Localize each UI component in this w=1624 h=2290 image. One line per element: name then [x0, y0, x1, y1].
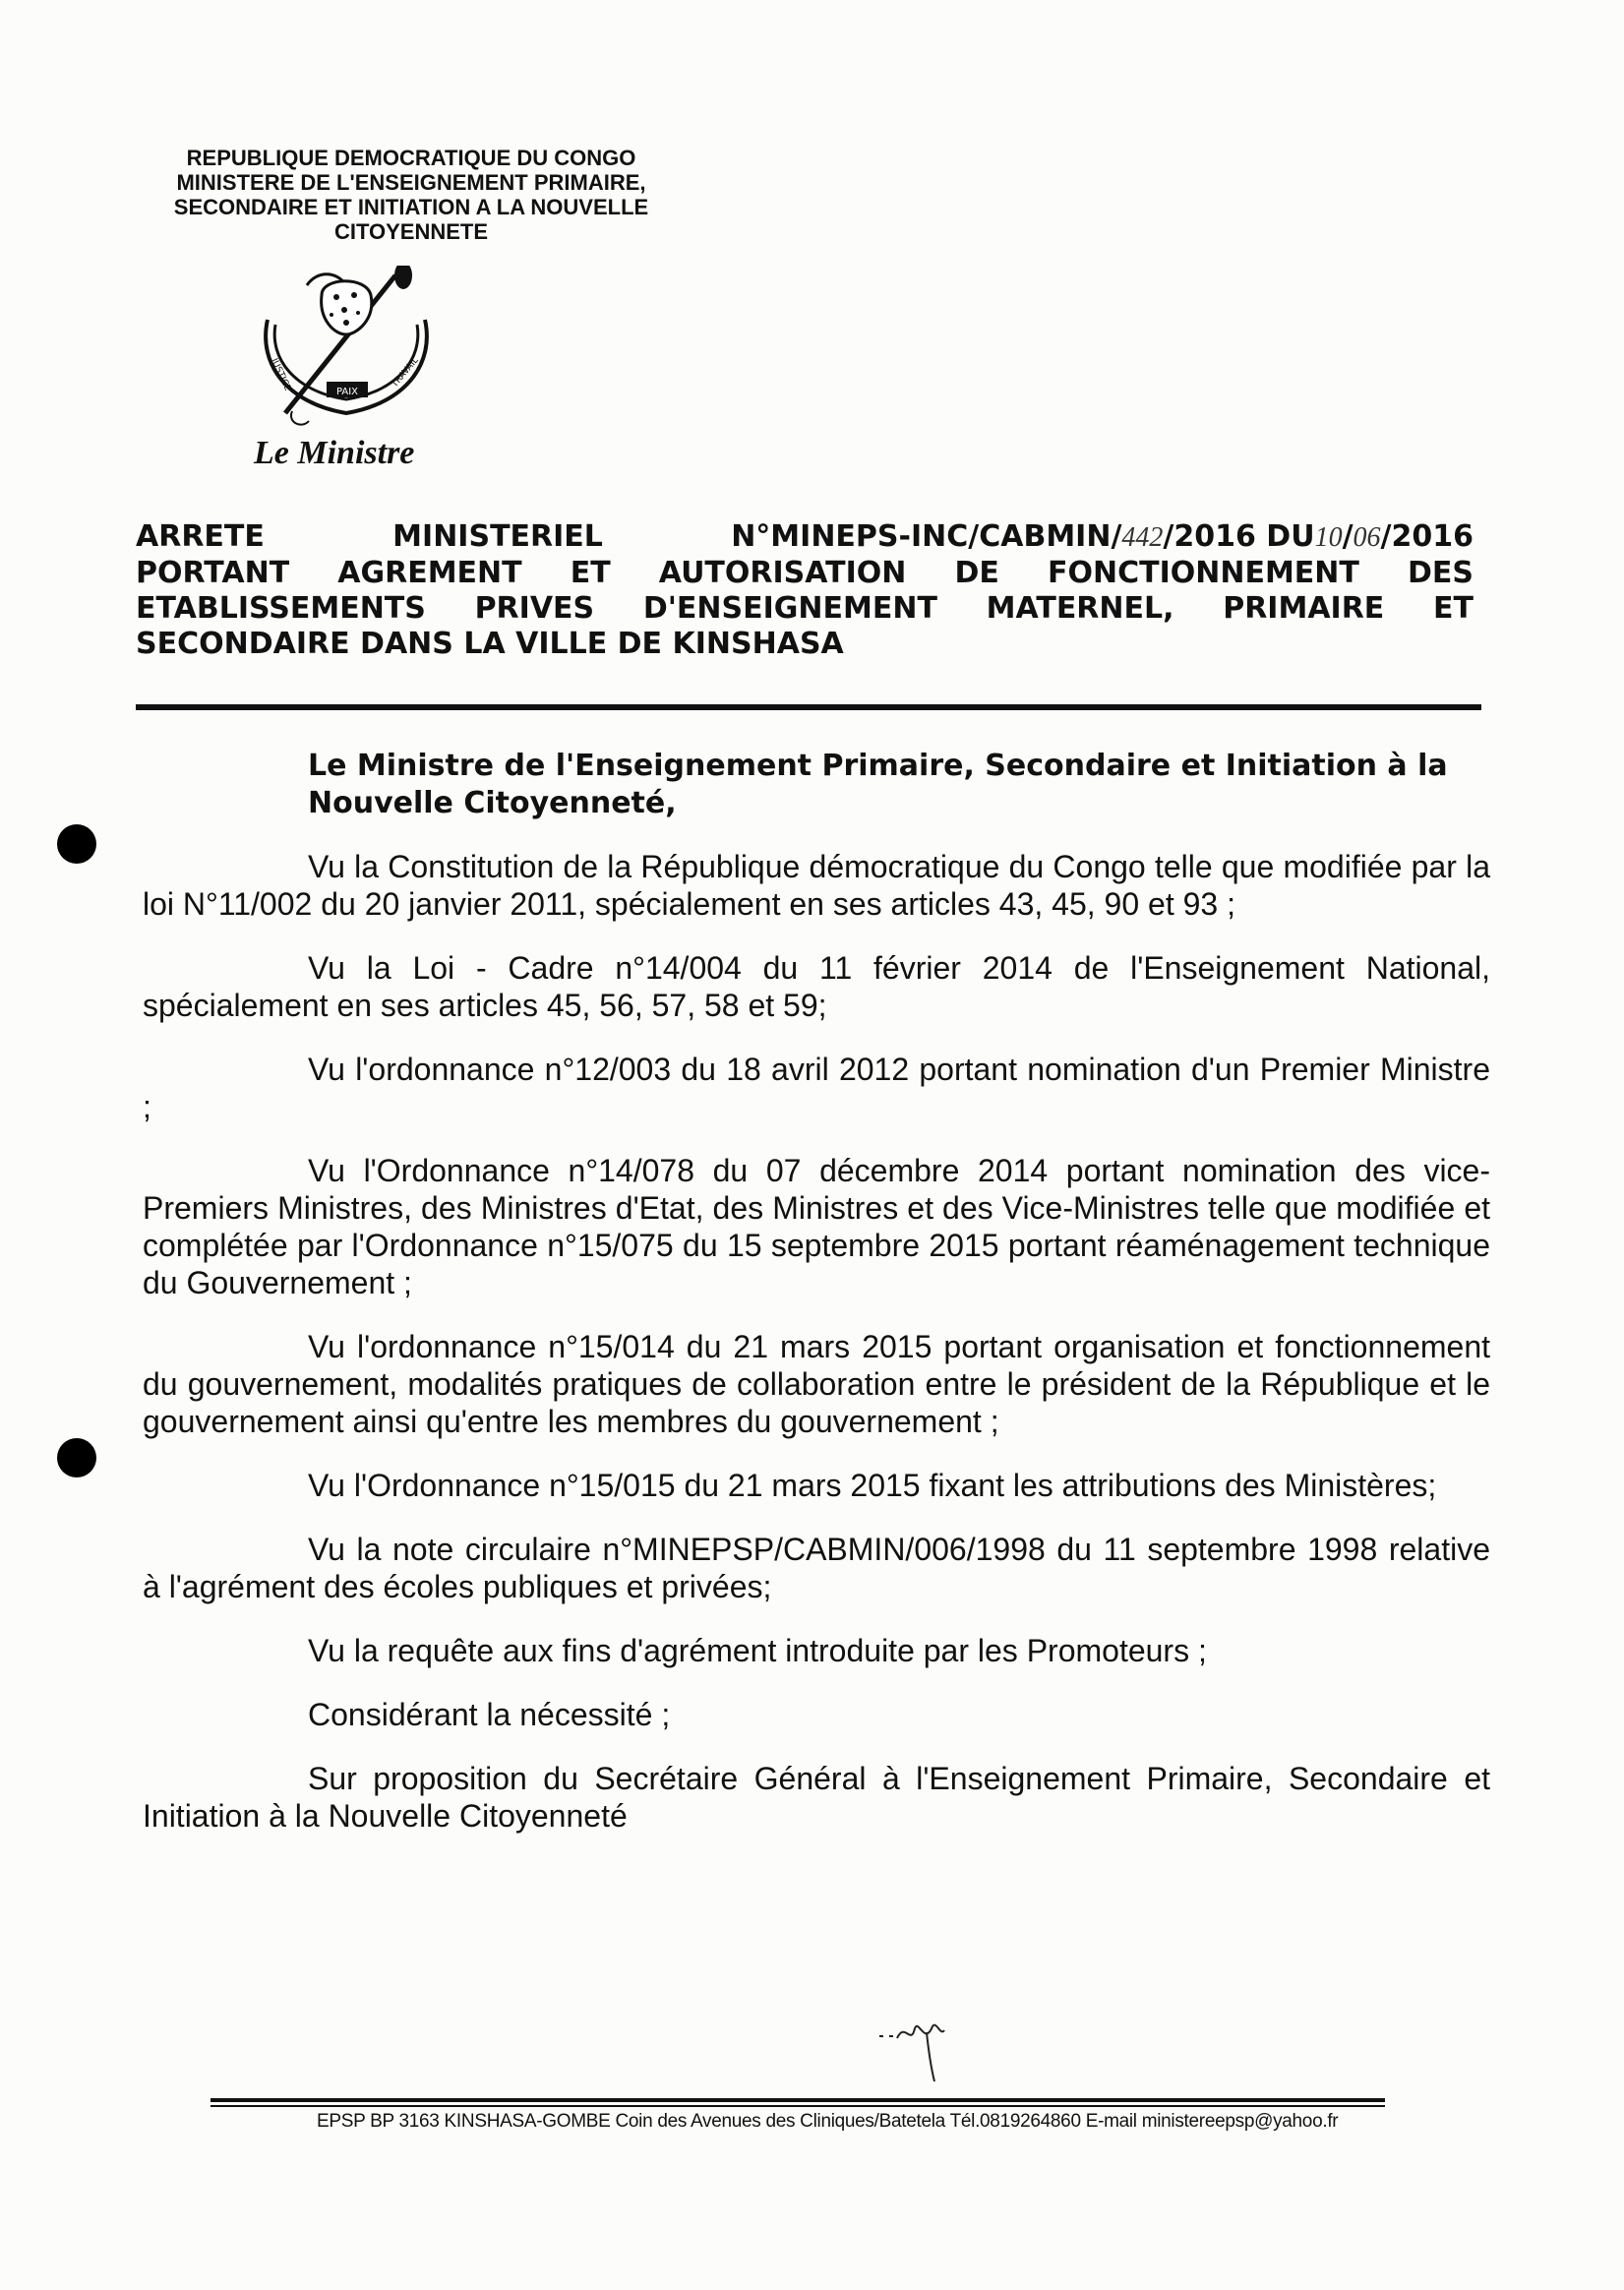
arrete-word: MATERNEL, — [986, 591, 1174, 626]
paragraph-ordonnance-ministres: Vu l'Ordonnance n°14/078 du 07 décembre 2014 portant nomination des vice-Premiers Ministres, des Ministres d'Etat, des Ministres et des Vice-Ministres telle que modifiée et complétée par l'Ordonnance n°15/075 du 15 septembre 2015 portant réaménagement technique du Gouvernement ; — [143, 1153, 1490, 1300]
arrete-line-1 — [136, 519, 1474, 556]
handwritten-month: 06 — [1353, 522, 1381, 553]
paragraph-requete: Vu la requête aux fins d'agrément introduite par les Promoteurs ; — [308, 1633, 1207, 1668]
letterhead-line: MINISTERE DE L'ENSEIGNEMENT PRIMAIRE, — [176, 170, 646, 195]
title-divider — [136, 704, 1481, 710]
motto-paix: PAIX — [335, 387, 359, 397]
minister-intro: Le Ministre de l'Enseignement Primaire, Secondaire et Initiation à la Nouvelle Citoyenneté, — [308, 749, 1448, 820]
punch-hole-mark — [57, 1438, 96, 1477]
footer-contact: EPSP BP 3163 KINSHASA-GOMBE Coin des Avenues des Cliniques/Batetela Tél.0819264860 E-mail ministereepsp@yahoo.fr — [317, 2111, 1339, 2132]
arrete-word: DES — [1407, 556, 1474, 590]
handwritten-day: 10 — [1314, 522, 1343, 553]
arrete-title — [136, 519, 1474, 662]
minister-title: Le Ministre — [254, 435, 415, 471]
paragraph-ordonnance-organisation: Vu l'ordonnance n°15/014 du 21 mars 2015 portant organisation et fonctionnement du gouvernement, modalités pratiques de collaboration entre le président de la République et le gouvernement ainsi qu'entre les membres du gouvernement ; — [143, 1329, 1490, 1439]
arrete-reference: N°MINEPS-INC/CABMIN/442/2016 DU10/06/2016 — [731, 519, 1474, 554]
arrete-line-4: SECONDAIRE DANS LA VILLE DE KINSHASA — [136, 627, 844, 661]
motto-travail: TRAVAIL — [390, 355, 421, 390]
punch-hole-mark — [57, 824, 96, 864]
paragraph-constitution: Vu la Constitution de la République démocratique du Congo telle que modifiée par la loi N°11/002 du 20 janvier 2011, spécialement en ses articles 43, 45, 90 et 93 ; — [143, 849, 1490, 922]
arrete-word: ET — [1432, 591, 1474, 626]
coat-of-arms-emblem — [248, 266, 445, 433]
letterhead-line: SECONDAIRE ET INITIATION A LA NOUVELLE — [173, 195, 649, 219]
document-body — [143, 748, 1490, 1861]
footer-divider-thin — [211, 2105, 1385, 2107]
arrete-word: PORTANT — [136, 556, 290, 590]
arrete-word: AUTORISATION — [658, 556, 907, 590]
arrete-word: ETABLISSEMENTS — [136, 591, 426, 626]
paragraph-ordonnance-premier-ministre: Vu l'ordonnance n°12/003 du 18 avril 2012 portant nomination d'un Premier Ministre ; — [143, 1052, 1490, 1124]
letterhead-line: REPUBLIQUE DEMOCRATIQUE DU CONGO — [186, 146, 636, 170]
arrete-word: MINISTERIEL — [392, 519, 603, 554]
arrete-line-3 — [136, 591, 1474, 627]
arrete-word: FONCTIONNEMENT — [1048, 556, 1359, 590]
arrete-word: DE — [954, 556, 999, 590]
arrete-word: AGREMENT — [337, 556, 522, 590]
handwritten-initials — [875, 2017, 954, 2085]
arrete-word: ET — [570, 556, 611, 590]
arrete-word: PRIMAIRE — [1223, 591, 1385, 626]
arrete-line-2 — [136, 556, 1474, 591]
footer-divider — [211, 2098, 1385, 2102]
motto-justice: JUSTICE — [269, 357, 293, 393]
paragraph-note-circulaire: Vu la note circulaire n°MINEPSP/CABMIN/006/1998 du 11 septembre 1998 relative à l'agrément des écoles publiques et privées; — [143, 1532, 1490, 1604]
letterhead — [116, 146, 706, 244]
arrete-word: D'ENSEIGNEMENT — [642, 591, 937, 626]
arrete-word: ARRETE — [136, 519, 265, 554]
paragraph-proposition: Sur proposition du Secrétaire Général à l'Enseignement Primaire, Secondaire et Initiation à la Nouvelle Citoyenneté — [143, 1761, 1490, 1834]
handwritten-number: 442 — [1121, 522, 1164, 553]
arrete-word: PRIVES — [474, 591, 595, 626]
paragraph-ordonnance-attributions: Vu l'Ordonnance n°15/015 du 21 mars 2015 fixant les attributions des Ministères; — [308, 1468, 1437, 1503]
paragraph-considerant: Considérant la nécessité ; — [308, 1697, 671, 1732]
letterhead-line: CITOYENNETE — [333, 219, 489, 244]
paragraph-loi-cadre: Vu la Loi - Cadre n°14/004 du 11 février 2014 de l'Enseignement National, spécialement en ses articles 45, 56, 57, 58 et 59; — [143, 950, 1490, 1023]
